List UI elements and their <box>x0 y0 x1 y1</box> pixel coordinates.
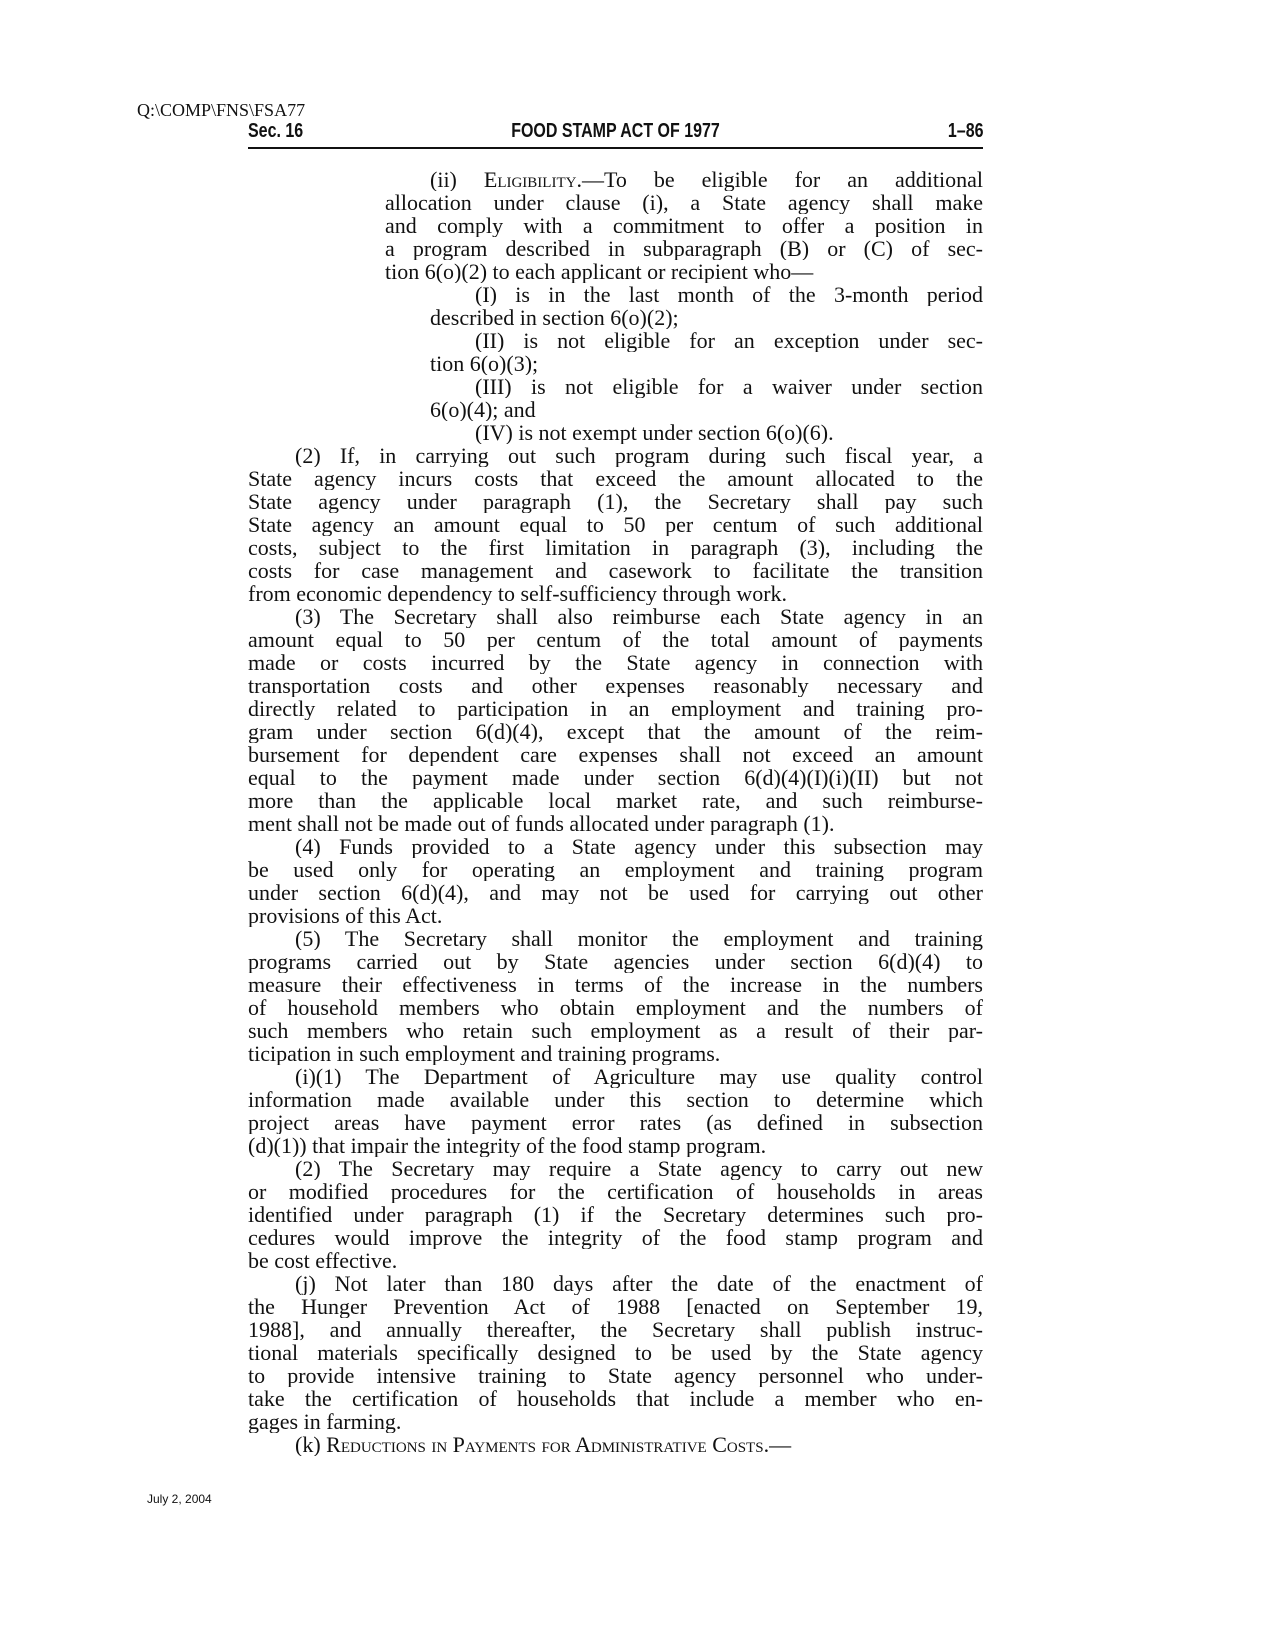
paragraph-k <box>0 1433 1275 1456</box>
paragraph-h-5 <box>0 927 1275 1065</box>
footer-date: July 2, 2004 <box>147 1492 212 1506</box>
text-line: cedures would improve the integrity of the food stamp program and <box>248 1226 983 1249</box>
small-caps-heading: Eligibility <box>483 168 577 191</box>
text-line <box>295 1433 983 1456</box>
text-line: project areas have payment error rates (as defined in subsection <box>248 1111 983 1134</box>
text-line: 6(o)(4); and <box>430 398 536 421</box>
text-line: bursement for dependent care expenses shall not exceed an amount <box>248 743 983 766</box>
text-line <box>430 168 983 191</box>
text-line: (3) The Secretary shall also reimburse each State agency in an <box>295 605 983 628</box>
text-line: tion 6(o)(3); <box>430 352 539 375</box>
paragraph-subclause-II <box>0 329 1275 375</box>
header-rule <box>248 147 983 149</box>
text-line: ment shall not be made out of funds allocated under paragraph (1). <box>248 812 835 835</box>
text-line: of household members who obtain employment and the numbers of <box>248 996 983 1019</box>
text-line: allocation under clause (i), a State agency shall make <box>385 191 983 214</box>
section-label: Sec. 16 <box>248 120 304 142</box>
text-line: information made available under this section to determine which <box>248 1088 983 1111</box>
text-line: measure their effectiveness in terms of the increase in the numbers <box>248 973 983 996</box>
file-path: Q:\COMP\FNS\FSA77 <box>137 100 306 120</box>
document-title: FOOD STAMP ACT OF 1977 <box>511 120 720 142</box>
text-line: transportation costs and other expenses reasonably necessary and <box>248 674 983 697</box>
paragraph-subclause-I <box>0 283 1275 329</box>
text-line: under section 6(d)(4), and may not be used for carrying out other <box>248 881 983 904</box>
text-line: to provide intensive training to State agency personnel who under- <box>248 1364 983 1387</box>
text-line: (II) is not eligible for an exception under sec- <box>475 329 983 352</box>
text-line: identified under paragraph (1) if the Secretary determines such pro- <box>248 1203 983 1226</box>
text-line: a program described in subparagraph (B) or (C) of sec- <box>385 237 983 260</box>
text-line: gages in farming. <box>248 1410 402 1433</box>
paragraph-subclause-III <box>0 375 1275 421</box>
text-line: (IV) is not exempt under section 6(o)(6). <box>475 421 834 444</box>
text-line: (i)(1) The Department of Agriculture may use quality control <box>295 1065 983 1088</box>
text-line: (I) is in the last month of the 3-month period <box>475 283 983 306</box>
text-line: ticipation in such employment and training programs. <box>248 1042 721 1065</box>
text-line: directly related to participation in an employment and training pro- <box>248 697 983 720</box>
text-line: (4) Funds provided to a State agency under this subsection may <box>295 835 983 858</box>
text-line: such members who retain such employment as a result of their par- <box>248 1019 983 1042</box>
text-line: tional materials specifically designed to be used by the State agency <box>248 1341 983 1364</box>
text-line: costs, subject to the first limitation in paragraph (3), including the <box>248 536 983 559</box>
page-number: 1–86 <box>947 120 983 142</box>
text-line: 1988], and annually thereafter, the Secretary shall publish instruc- <box>248 1318 983 1341</box>
text-line: described in section 6(o)(2); <box>430 306 679 329</box>
text-segment: .— <box>763 1433 792 1456</box>
paragraph-h-2 <box>0 444 1275 605</box>
paragraph-ii-eligibility <box>0 168 1275 283</box>
text-line: State agency incurs costs that exceed the amount allocated to the <box>248 467 983 490</box>
text-line: provisions of this Act. <box>248 904 443 927</box>
text-line: from economic dependency to self-sufficiency through work. <box>248 582 788 605</box>
text-line: be cost effective. <box>248 1249 398 1272</box>
paragraph-i-1 <box>0 1065 1275 1157</box>
paragraph-i-2 <box>0 1157 1275 1272</box>
text-line: costs for case management and casework to facilitate the transition <box>248 559 983 582</box>
text-line: (5) The Secretary shall monitor the employment and training <box>295 927 983 950</box>
text-line: and comply with a commitment to offer a position in <box>385 214 983 237</box>
text-line: equal to the payment made under section 6(d)(4)(I)(i)(II) but not <box>248 766 983 789</box>
paragraph-j <box>0 1272 1275 1433</box>
text-line: (2) The Secretary may require a State agency to carry out new <box>295 1157 983 1180</box>
text-segment: (ii) <box>430 168 484 191</box>
text-line: the Hunger Prevention Act of 1988 [enacted on September 19, <box>248 1295 983 1318</box>
document-body <box>0 168 1275 1456</box>
text-segment: .—To be eligible for an additional <box>576 168 983 191</box>
text-segment: (k) <box>295 1433 327 1456</box>
text-line: be used only for operating an employment and training program <box>248 858 983 881</box>
text-line: programs carried out by State agencies under section 6(d)(4) to <box>248 950 983 973</box>
text-line: amount equal to 50 per centum of the total amount of payments <box>248 628 983 651</box>
paragraph-subclause-IV <box>0 421 1275 444</box>
paragraph-h-4 <box>0 835 1275 927</box>
text-line: (2) If, in carrying out such program during such fiscal year, a <box>295 444 983 467</box>
text-line: State agency an amount equal to 50 per centum of such additional <box>248 513 983 536</box>
paragraph-h-3 <box>0 605 1275 835</box>
running-header <box>248 120 983 146</box>
text-line: (j) Not later than 180 days after the date of the enactment of <box>295 1272 983 1295</box>
text-line: (III) is not eligible for a waiver under section <box>475 375 983 398</box>
text-line: or modified procedures for the certification of households in areas <box>248 1180 983 1203</box>
text-line: more than the applicable local market rate, and such reimburse- <box>248 789 983 812</box>
text-line: State agency under paragraph (1), the Secretary shall pay such <box>248 490 983 513</box>
text-line: gram under section 6(d)(4), except that the amount of the reim- <box>248 720 983 743</box>
small-caps-heading: Reductions in Payments for Administrative Costs <box>326 1433 764 1456</box>
text-line: tion 6(o)(2) to each applicant or recipient who— <box>385 260 814 283</box>
text-line: made or costs incurred by the State agency in connection with <box>248 651 983 674</box>
text-line: take the certification of households that include a member who en- <box>248 1387 983 1410</box>
text-line: (d)(1)) that impair the integrity of the food stamp program. <box>248 1134 767 1157</box>
